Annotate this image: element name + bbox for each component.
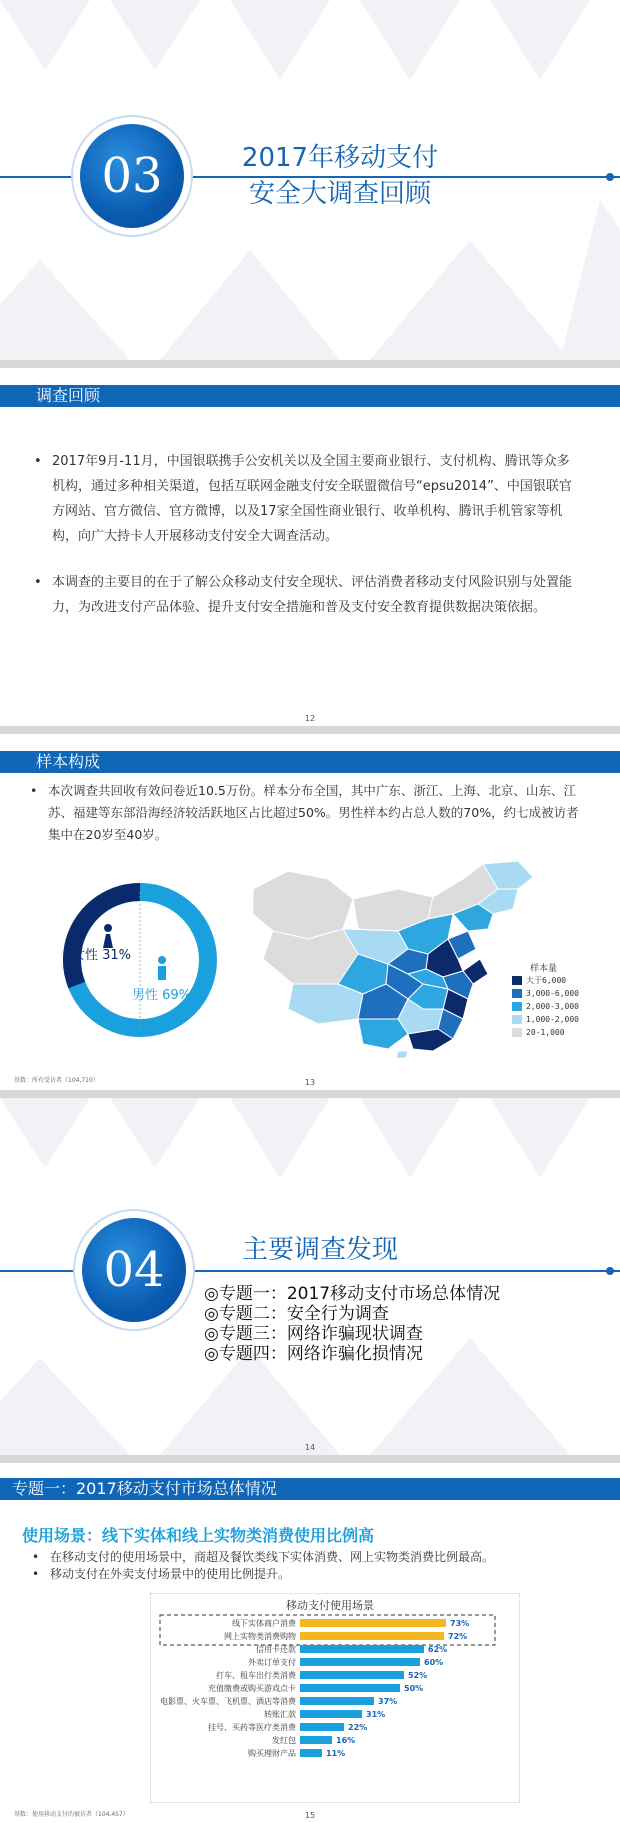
legend-label: 1,000-2,000 [526,1015,579,1024]
slide-usage-scenarios [0,1463,620,1823]
legend-swatch [512,1015,522,1024]
bar [300,1658,420,1666]
bar-value-label: 52% [408,1671,428,1680]
bullet-item: • 2017年9月-11月，中国银联携手公安机关以及全国主要商业银行、支付机构、腾讯等众多机构，通过多种相关渠道，包括互联网金融支付安全联盟微信号“epsu2014”、中国银联官方网站、官方微信、官方微博，以及17家全国性商业银行、收单机构、腾讯手机管家等机构，向广大持卡人开展移动支付安全大调查活动。 [52,449,578,549]
legend-title: 样本量 [530,964,558,974]
section-title: 主要调查发现 [241,1235,398,1265]
bullet-item: • 移动支付在外卖支付场景中的使用比例提升。 [32,1567,291,1581]
legend-label: 大于6,000 [526,976,567,985]
bullet-dot: • [30,783,38,798]
usage-scenario-bar-chart [140,1593,520,1803]
topic-item: ◎专题一：2017移动支付市场总体情况 [204,1284,501,1304]
slide-subtitle: 使用场景：线下实体和线上实物类消费使用比例高 [22,1526,375,1545]
bar-category-label: 挂号、买药等医疗类消费 [208,1723,296,1732]
slide-header: 专题一：2017移动支付市场总体情况 [0,1478,620,1500]
legend-item [512,974,579,987]
slide-sample-composition [0,734,620,1090]
bar [300,1697,374,1705]
bar [300,1684,400,1692]
divider-end-dot [606,173,614,181]
bullet-item: • 本调查的主要目的在于了解公众移动支付安全现状、评估消费者移动支付风险识别与处置能力，为改进支付产品体验、提升支付安全措施和普及支付安全教育提供数据决策依据。 [52,570,578,620]
bar-value-label: 50% [404,1684,424,1693]
slide-header: 调查回顾 [0,385,620,407]
bar [300,1645,424,1653]
bar [300,1723,344,1731]
topic-item: ◎专题二：安全行为调查 [204,1304,389,1324]
bullet-dot: • [32,1567,40,1581]
legend-item [512,1013,579,1026]
bullet-dot: • [34,575,42,590]
bar-category-label: 转账汇款 [264,1710,296,1719]
bar-value-label: 72% [448,1632,468,1641]
male-icon [158,956,166,980]
page-number: 14 [304,1443,316,1452]
bar-category-label: 网上实物类消费购物 [224,1632,296,1641]
bar [300,1619,446,1627]
topic-item: ◎专题三：网络诈骗现状调查 [204,1324,423,1344]
map-legend [512,961,579,1039]
bullet-dot: • [32,1550,40,1564]
bar-value-label: 22% [348,1723,368,1732]
slide-header: 样本构成 [0,751,620,773]
base-note: 基数：所有受访者（104,710） [14,1077,99,1084]
page-number: 15 [304,1811,316,1820]
bar [300,1749,322,1757]
bar-value-label: 16% [336,1736,356,1745]
legend-item [512,987,579,1000]
bar-category-label: 打车、租车出行类消费 [216,1671,296,1680]
legend-label: 20-1,000 [526,1028,565,1037]
divider-end-dot [606,1267,614,1275]
bar-value-label: 60% [424,1658,444,1667]
bar-category-label: 线下实体商户消费 [232,1619,296,1628]
legend-item [512,1000,579,1013]
legend-swatch [512,1002,522,1011]
legend-label: 2,000-3,000 [526,1002,579,1011]
legend-swatch [512,989,522,998]
bar-category-label: 信用卡还款 [256,1645,296,1654]
page-number: 13 [304,1078,316,1087]
bar-category-label: 购买理财产品 [248,1749,296,1758]
bar-category-label: 发红包 [272,1736,296,1745]
bar-value-label: 62% [428,1645,448,1654]
bullet-item: • 本次调查共回收有效问卷近10.5万份。样本分布全国，其中广东、浙江、上海、北京、山东、江苏、福建等东部沿海经济较活跃地区占比超过50%。男性样本约占总人数的70%，约七成被访者集中在20岁至40岁。 [48,780,588,846]
section-title-line1: 2017年移动支付 [241,143,439,173]
legend-label: 3,000-6,000 [526,989,579,998]
bullet-item: • 在移动支付的使用场景中，商超及餐饮类线下实体消费、网上实物类消费比例最高。 [32,1550,495,1564]
china-sample-map [248,859,538,1059]
section-number-badge: 03 [80,124,184,228]
section-number-badge: 04 [82,1218,186,1322]
page-number: 12 [304,714,316,723]
base-note: 基数：使用移动支付的被访者（104,457） [14,1811,129,1818]
male-percent-label: 男性 69% [132,988,192,1003]
chart-title: 移动支付使用场景 [286,1599,374,1612]
bar [300,1736,332,1744]
bar-value-label: 11% [326,1749,346,1758]
legend-swatch [512,976,522,985]
bar [300,1632,444,1640]
topic-list [204,1284,500,1364]
bar-category-label: 外卖订单支付 [248,1658,296,1667]
slide-section-03 [0,0,620,360]
bar-value-label: 37% [378,1697,398,1706]
bar-category-label: 电影票、火车票、飞机票、酒店等消费 [160,1697,296,1706]
section-title-line2: 安全大调查回顾 [248,179,431,209]
bar-category-label: 充值缴费或购买游戏点卡 [208,1684,296,1693]
slide-section-04 [0,1098,620,1455]
bar [300,1710,362,1718]
bar-value-label: 31% [366,1710,386,1719]
section-title [210,140,470,212]
topic-item: ◎专题四：网络诈骗化损情况 [204,1344,423,1364]
legend-swatch [512,1028,522,1037]
legend-item [512,1026,579,1039]
bar [300,1671,404,1679]
female-percent-label: 女性 31% [72,948,132,963]
bullet-dot: • [34,454,42,469]
slide-survey-review [0,368,620,726]
bar-value-label: 73% [450,1619,470,1628]
